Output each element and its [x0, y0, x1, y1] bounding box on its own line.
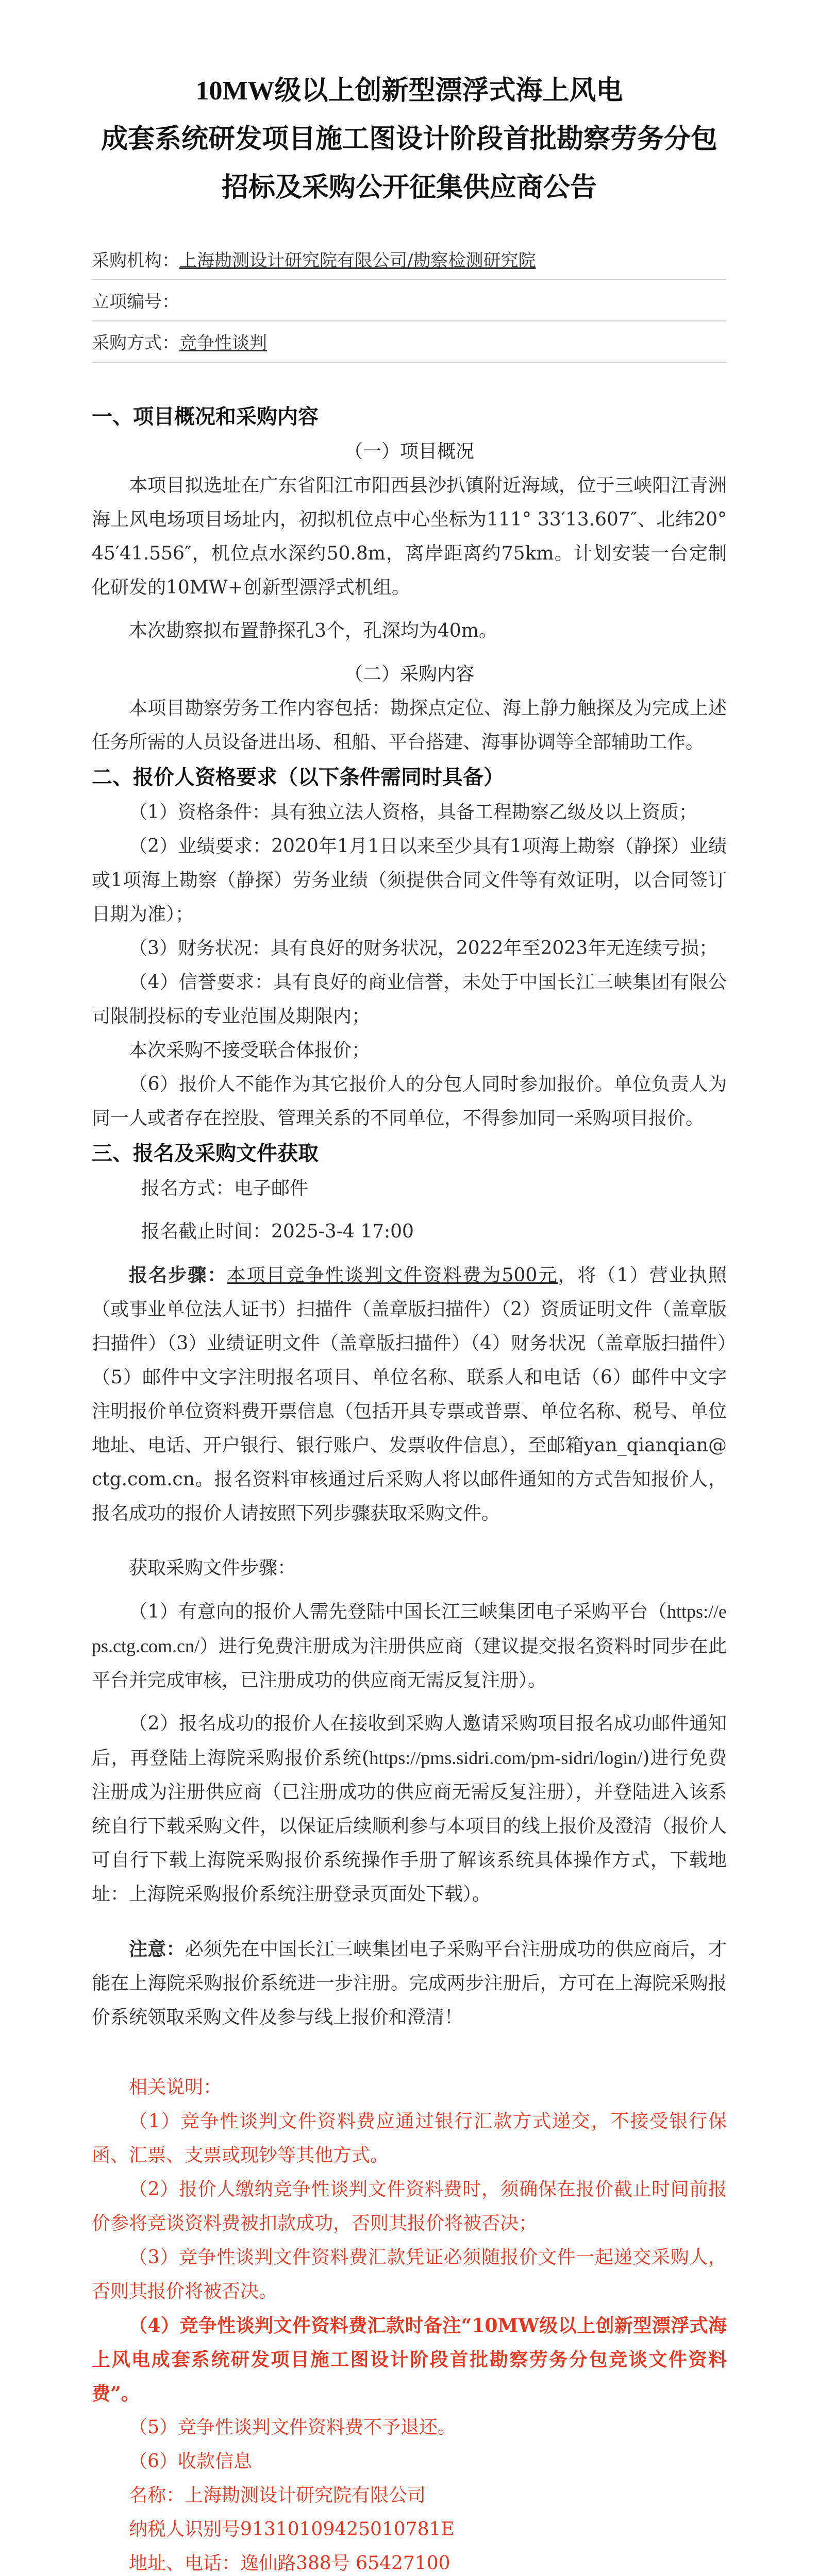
announcement-content	[92, 67, 727, 2576]
registration-steps	[92, 1258, 727, 1531]
meta-purchaser-value: 上海勘测设计研究院有限公司/勘察检测研究院	[179, 250, 536, 271]
section-2-item-1: （1）资格条件：具有独立法人资格，具备工程勘察乙级及以上资质；	[129, 802, 697, 823]
sidri-pms-link[interactable]: https://pms.sidri.com/pm-sidri/login/	[369, 1748, 643, 1768]
section-1-para-2: 本次勘察拟布置静探孔3个，孔深均为40m。	[129, 620, 497, 641]
note-text: 必须先在中国长江三峡集团电子采购平台注册成功的供应商后，才能在上海院采购报价系统进一步注册。完成两步注册后，方可在上海院采购报价系统领取采购文件及参与线上报价和澄清！	[92, 1939, 727, 2028]
section-2-item-5: 本次采购不接受联合体报价；	[129, 1040, 371, 1061]
get-step-1-text-a: （1）有意向的报价人需先登陆中国长江三峡集团电子采购平台（	[129, 1601, 667, 1622]
fee-notice	[92, 2071, 727, 2576]
fee-notice-item-2: （2）报价人缴纳竞争性谈判文件资料费时，须确保在报价截止时间前报价参将竞谈资料费被扣款成功，否则其报价将被否决；	[92, 2179, 727, 2234]
ctg-eps-link[interactable]: https://eps.ctg.com.cn/	[92, 1601, 727, 1656]
account-name: 名称：上海勘测设计研究院有限公司	[129, 2485, 426, 2506]
fee-notice-heading: 相关说明：	[129, 2077, 222, 2098]
title-line-1: 10MW级以上创新型漂浮式海上风电	[195, 76, 623, 106]
fee-notice-item-1: （1）竞争性谈判文件资料费应通过银行汇款方式递交，不接受银行保函、汇票、支票或现钞等其他方式。	[92, 2111, 727, 2166]
get-step-1-text-b: ）进行免费注册成为注册供应商（建议提交报名资料时同步在此平台并完成审核，已注册成功的供应商无需反复注册）。	[92, 1636, 727, 1691]
section-1-sub-2: （二）采购内容	[344, 664, 474, 685]
account-heading: （6）收款信息	[129, 2451, 252, 2472]
meta-block	[92, 239, 727, 363]
section-1-para-3: 本项目勘察劳务工作内容包括：勘探点定位、海上静力触探及为完成上述任务所需的人员设备进出场、租船、平台搭建、海事协调等全部辅助工作。	[92, 698, 727, 753]
meta-method	[92, 321, 727, 363]
section-2-item-4: （4）信誉要求：具有良好的商业信誉，未处于中国长江三峡集团有限公司限制投标的专业范围及期限内；	[92, 972, 727, 1027]
section-3-heading: 三、报名及采购文件获取	[92, 1141, 319, 1165]
get-step-2-text-b: )进行免费注册成为注册供应商（已注册成功的供应商无需反复注册），并登陆进入该系统自行下载采购文件，以保证后续顺利参与本项目的线上报价及澄清（报价人可自行下载上海院采购报价系统操作手册了解该系统具体操作方式，下载地址：上海院采购报价系统注册登录页面处下载）。	[92, 1748, 727, 1905]
fee-notice-item-3: （3）竞争性谈判文件资料费汇款凭证必须随报价文件一起递交采购人，否则其报价将被否决。	[92, 2247, 727, 2302]
registration-note	[92, 1932, 727, 2035]
title-line-2: 成套系统研发项目施工图设计阶段首批勘察劳务分包	[101, 125, 717, 154]
section-1-sub-1: （一）项目概况	[344, 441, 474, 462]
registration-steps-text: ，将（1）营业执照（或事业单位法人证书）扫描件（盖章版扫描件）（2）资质证明文件（盖章版扫描件）（3）业绩证明文件（盖章版扫描件）（4）财务状况（盖章版扫描件）（5）邮件中文字注明报名项目、单位名称、联系人和电话（6）邮件中文字注明报价单位资料费开票信息（包括开具专票或普票、单位名称、税号、单位地址、电话、开户银行、银行账户、发票收件信息），至邮箱yan_qianqian@ctg.com.cn。报名资料审核通过后采购人将以邮件通知的方式告知报价人，报名成功的报价人请按照下列步骤获取采购文件。	[92, 1265, 727, 1524]
account-address: 地址、电话：逸仙路388号 65427100	[129, 2553, 450, 2574]
account-tax-no: 纳税人识别号913101094250107​81E	[129, 2519, 455, 2540]
section-2-item-2: （2）业绩要求：2020年1月1日以来至少具有1项海上勘察（静探）业绩或1项海上勘察（静探）劳务业绩（须提供合同文件等有效证明，以合同签订日期为准）；	[92, 836, 727, 925]
fee-notice-item-5: （5）竞争性谈判文件资料费不予退还。	[129, 2417, 456, 2438]
meta-purchaser-label: 采购机构：	[92, 250, 179, 271]
section-1-heading: 一、项目概况和采购内容	[92, 404, 319, 429]
section-2-item-6: （6）报价人不能作为其它报价人的分包人同时参加报价。单位负责人为同一人或者存在控股、管理关系的不同单位，不得参加同一采购项目报价。	[92, 1074, 727, 1129]
meta-method-value: 竞争性谈判	[179, 333, 267, 353]
get-documents-step-2	[92, 1707, 727, 1911]
section-1-para-1: 本项目拟选址在广东省阳江市阳西县沙扒镇附近海域，位于三峡阳江青洲海上风电场项目场址内，初拟机位点中心坐标为111° 33′13.607″、北纬20° 45′41.556″，机位点水深约50.8m，离岸距离约75km。计划安装一台定制化研发的10MW+创新型漂浮式机组。	[92, 475, 727, 598]
meta-project-no-label: 立项编号：	[92, 292, 179, 312]
registration-method: 报名方式：电子邮件	[141, 1178, 309, 1199]
get-documents-step-1	[92, 1595, 727, 1698]
registration-steps-label: 报名步骤：	[129, 1264, 227, 1286]
note-label: 注意：	[129, 1938, 185, 1960]
get-documents-heading: 获取采购文件步骤：	[129, 1557, 296, 1579]
registration-steps-fee: 本项目竞争性谈判文件资料费为500元	[227, 1265, 558, 1286]
section-2-heading: 二、报价人资格要求（以下条件需同时具备）	[92, 765, 504, 789]
registration-deadline: 报名截止时间：2025-3-4 17:00	[141, 1221, 414, 1242]
announcement-title	[92, 67, 727, 212]
meta-purchaser	[92, 239, 727, 280]
meta-project-no	[92, 280, 727, 321]
section-2-item-3: （3）财务状况：具有良好的财务状况，2022年至2023年无连续亏损；	[129, 938, 718, 959]
get-step-2-text-a: （2）报名成功的报价人在接收到采购人邀请采购项目报名成功邮件通知后，再登陆上海院采购报价系统(	[92, 1713, 727, 1769]
meta-method-label: 采购方式：	[92, 333, 179, 353]
title-line-3: 招标及采购公开征集供应商公告	[221, 173, 597, 202]
fee-notice-item-4: （4）竞争性谈判文件资料费汇款时备注“10MW级以上创新型漂浮式海上风电成套系统研发项目施工图设计阶段首批勘察劳务分包竞谈文件资料费”。	[92, 2315, 727, 2404]
